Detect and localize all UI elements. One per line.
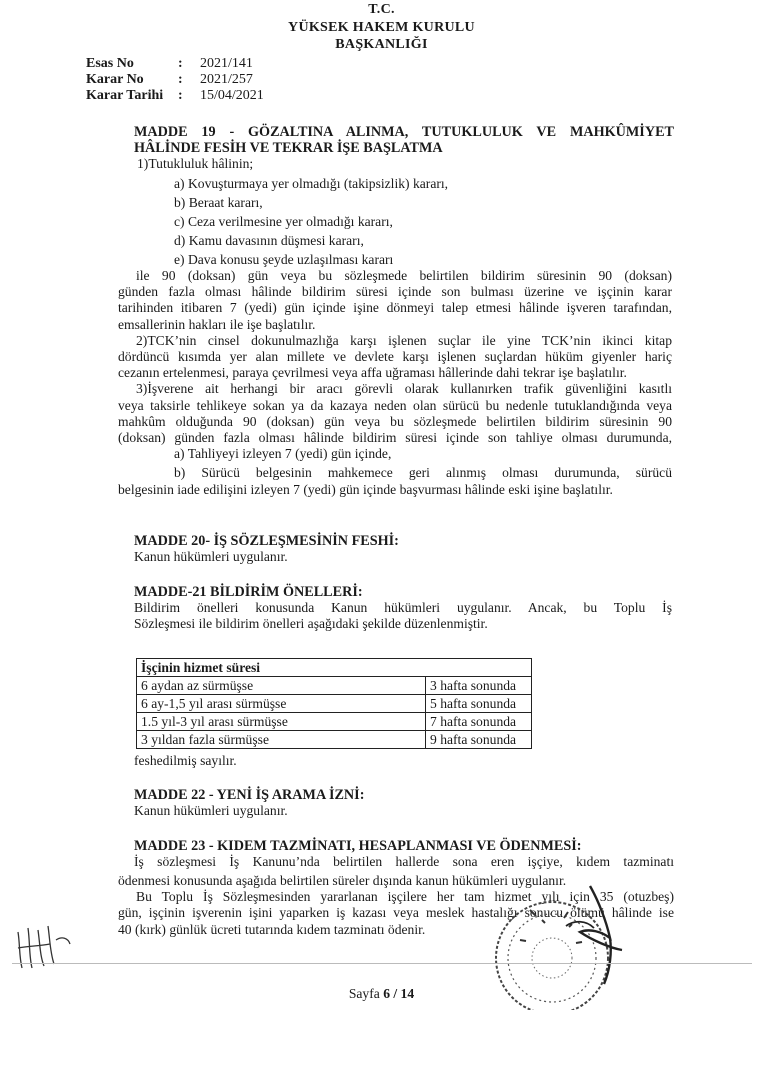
table-row [137, 695, 532, 713]
article-19-title-2: HÂLİNDE FESİH VE TEKRAR İŞE BAŞLATMA [134, 140, 443, 157]
list-item: b) Sürücü belgesinin mahkemece geri alınmış olması durumunda, sürücü [174, 465, 672, 481]
table-row [137, 713, 532, 731]
text-line: günden fazla olması hâlinde bildirim süresi içinde son bulması üzerine ve işçinin karar [118, 284, 672, 300]
article-19-p1-rest [118, 268, 672, 498]
table-header: İşçinin hizmet süresi [137, 659, 532, 677]
table-cell: 3 hafta sonunda [426, 677, 532, 695]
text-line: 3)İşverene ait herhangi bir aracı görevli olarak kullanırken trafik güvenliğini kasıtlı [136, 381, 672, 397]
page-label: Sayfa [348, 986, 380, 1001]
header-institution: YÜKSEK HAKEM KURULU [288, 20, 475, 35]
table-cell: 7 hafta sonunda [426, 713, 532, 731]
text-line: mahkûm olduğunda 90 (doksan) gün veya bu sözleşmede belirtilen bildirim süresinin 90 [118, 413, 672, 429]
initials-signature [14, 922, 74, 972]
table-cell: 1.5 yıl-3 yıl arası sürmüşse [137, 713, 426, 731]
list-item: e) Dava konusu şeyde uzlaşılması kararı [174, 252, 394, 268]
article-20-body: Kanun hükümleri uygulanır. [134, 549, 288, 565]
page-footer [0, 986, 763, 1002]
footer-divider [12, 963, 752, 964]
list-item: a) Kovuşturmaya yer olmadığı (takipsizlik) kararı, [174, 175, 449, 191]
meta-key: Karar Tarihi [86, 88, 164, 103]
text-line: 40 (kırk) günlük ücreti tutarında kıdem tazminatı ödenir. [118, 921, 426, 937]
text-line: Bu Toplu İş Sözleşmesinden yararlanan işçilere her tam hizmet yılı için 35 (otuzbeş) [136, 889, 674, 905]
text-line: cezanın ertelenmesi, paraya çevrilmesi veya affa uğraması hâllerinde dahi tekrar işe başlatılır. [118, 365, 627, 381]
meta-row [86, 88, 264, 104]
article-19-p1-intro: 1)Tutukluluk hâlinin; [137, 156, 254, 172]
meta-value: 15/04/2021 [200, 88, 264, 103]
list-item: d) Kamu davasının düşmesi kararı, [174, 233, 364, 249]
table-cell: 9 hafta sonunda [426, 731, 532, 749]
list-item: a) Tahliyeyi izleyen 7 (yedi) gün içinde, [174, 446, 392, 462]
page-number: 6 / 14 [383, 986, 415, 1001]
text-line: tarihinden itibaren 7 (yedi) gün içinde işine dönmeyi talep etmesi hâlinde işveren tarafından, [118, 300, 672, 316]
article-22 [134, 787, 672, 819]
article-22-title: MADDE 22 - YENİ İŞ ARAMA İZNİ: [134, 787, 365, 803]
meta-value: 2021/141 [200, 56, 253, 71]
list-item: c) Ceza verilmesine yer olmadığı kararı, [174, 214, 393, 230]
text-line: gün, işçinin işverenin işini yaparken iş kazası veya meslek hastalığı sonucu ölümü hâlinde ise [118, 905, 674, 921]
meta-row [86, 72, 264, 88]
table-row [137, 731, 532, 749]
article-21 [134, 584, 672, 633]
text-line: emsallerinin hakları ile işe başlatılır. [118, 316, 316, 332]
text-line: 2)TCK’nin cinsel dokunulmazlığa karşı işlenen suçlar ile yine TCK’nin ikinci kitap [136, 332, 672, 348]
meta-value: 2021/257 [200, 72, 253, 87]
meta-key: Esas No [86, 56, 134, 71]
text-line: Sözleşmesi ile bildirim önelleri aşağıdaki şekilde düzenlenmiştir. [134, 616, 488, 632]
meta-key: Karar No [86, 72, 144, 87]
text-line: veya taksirle tehlikeye sokan ya da kazaya neden olan sürücü bu nedenle tutuklandığında veya [118, 397, 672, 413]
table-cell: 6 ay-1,5 yıl arası sürmüşse [137, 695, 426, 713]
meta-sep: : [178, 88, 183, 103]
table-cell: 5 hafta sonunda [426, 695, 532, 713]
text-line: dördüncü kısımda yer alan millete ve devlete karşı işlenen suçlardan hüküm giyenler hariç [118, 349, 672, 365]
article-20-title: MADDE 20- İŞ SÖZLEŞMESİNİN FESHİ: [134, 533, 399, 549]
table-cell: 6 aydan az sürmüşse [137, 677, 426, 695]
text-line: Bildirim önelleri konusunda Kanun hükümleri uygulanır. Ancak, bu Toplu İş [134, 600, 672, 616]
article-19-title-1: MADDE 19 - GÖZALTINA ALINMA, TUTUKLULUK VE MAHKÛMİYET [134, 124, 674, 140]
article-23 [134, 838, 674, 870]
text-line: İş sözleşmesi İş Kanunu’nda belirtilen hallerde sona eren işçiye, kıdem tazminatı [134, 854, 674, 870]
table-header-row [137, 659, 532, 677]
list-item: b) Beraat kararı, [174, 194, 263, 210]
article-20 [134, 533, 672, 565]
notice-period-table [136, 658, 532, 749]
article-21-title: MADDE-21 BİLDİRİM ÖNELLERİ: [134, 584, 363, 600]
table-row [137, 677, 532, 695]
case-meta [86, 56, 264, 104]
article-23-title: MADDE 23 - KIDEM TAZMİNATI, HESAPLANMASI VE ÖDENMESİ: [134, 838, 582, 854]
text-line: ile 90 (doksan) gün veya bu sözleşmede belirtilen bildirim süresinin 90 (doksan) [136, 268, 672, 283]
article-21-after: feshedilmiş sayılır. [134, 753, 237, 768]
text-line: ödenmesi konusunda aşağıda belirtilen süreler dışında kanun hükümleri uygulanır. [118, 873, 567, 888]
meta-sep: : [178, 56, 183, 71]
text-line: belgesinin iade edilişini izleyen 7 (yedi) gün içinde başvurması hâlinde eski işine başlatılır. [118, 481, 613, 497]
meta-row [86, 56, 264, 72]
article-22-body: Kanun hükümleri uygulanır. [134, 803, 288, 819]
meta-sep: : [178, 72, 183, 87]
text-line: (doksan) günden fazla olması hâlinde bildirim süresi içinde son tahliye olması durumunda, [118, 430, 672, 446]
table-cell: 3 yıldan fazla sürmüşse [137, 731, 426, 749]
header-department: BAŞKANLIĞI [335, 37, 428, 52]
header-tc: T.C. [368, 2, 395, 17]
article-19 [134, 124, 674, 269]
